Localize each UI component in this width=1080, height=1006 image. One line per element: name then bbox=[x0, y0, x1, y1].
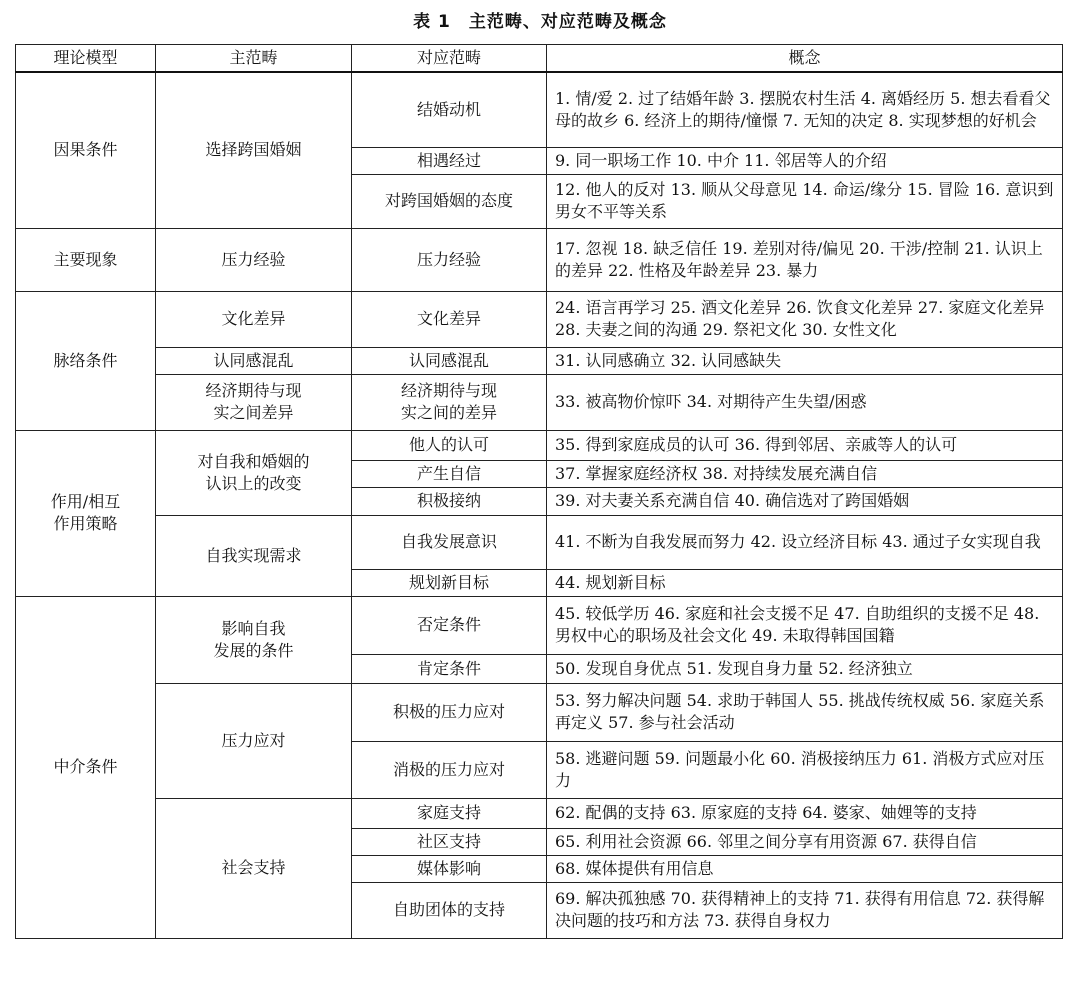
concept-cell: 37. 掌握家庭经济权 38. 对持续发展充满自信 bbox=[547, 460, 1063, 487]
sub-category-cell: 文化差异 bbox=[352, 291, 547, 347]
concept-cell: 53. 努力解决问题 54. 求助于韩国人 55. 挑战传统权威 56. 家庭关系再定义 57. 参与社会活动 bbox=[547, 683, 1063, 741]
table-row bbox=[16, 291, 1063, 347]
concept-cell: 50. 发现自身优点 51. 发现自身力量 52. 经济独立 bbox=[547, 654, 1063, 683]
sub-category-cell: 媒体影响 bbox=[352, 855, 547, 882]
model-cell: 脉络条件 bbox=[16, 291, 156, 430]
sub-category-cell: 积极接纳 bbox=[352, 487, 547, 515]
sub-category-cell: 否定条件 bbox=[352, 596, 547, 654]
table-row bbox=[16, 596, 1063, 654]
model-cell: 作用/相互 作用策略 bbox=[16, 430, 156, 596]
concept-cell: 58. 逃避问题 59. 问题最小化 60. 消极接纳压力 61. 消极方式应对压力 bbox=[547, 741, 1063, 798]
sub-category-cell: 家庭支持 bbox=[352, 798, 547, 828]
concept-cell: 41. 不断为自我发展而努力 42. 设立经济目标 43. 通过子女实现自我 bbox=[547, 515, 1063, 569]
sub-category-cell: 消极的压力应对 bbox=[352, 741, 547, 798]
concept-cell: 65. 利用社会资源 66. 邻里之间分享有用资源 67. 获得自信 bbox=[547, 828, 1063, 855]
concept-cell: 31. 认同感确立 32. 认同感缺失 bbox=[547, 347, 1063, 374]
sub-category-cell: 肯定条件 bbox=[352, 654, 547, 683]
header-model: 理论模型 bbox=[16, 45, 156, 73]
concept-cell: 44. 规划新目标 bbox=[547, 569, 1063, 596]
sub-category-cell: 自我发展意识 bbox=[352, 515, 547, 569]
main-category-cell: 文化差异 bbox=[156, 291, 352, 347]
sub-category-cell: 经济期待与现 实之间的差异 bbox=[352, 374, 547, 430]
sub-category-cell: 结婚动机 bbox=[352, 72, 547, 147]
model-cell: 因果条件 bbox=[16, 72, 156, 228]
table-row bbox=[16, 347, 1063, 374]
concept-cell: 12. 他人的反对 13. 顺从父母意见 14. 命运/缘分 15. 冒险 16. 意识到男女不平等关系 bbox=[547, 174, 1063, 228]
header-main-category: 主范畴 bbox=[156, 45, 352, 73]
concept-cell: 1. 情/爱 2. 过了结婚年龄 3. 摆脱农村生活 4. 离婚经历 5. 想去看看父母的故乡 6. 经济上的期待/憧憬 7. 无知的决定 8. 实现梦想的好机会 bbox=[547, 72, 1063, 147]
concept-cell: 39. 对夫妻关系充满自信 40. 确信选对了跨国婚姻 bbox=[547, 487, 1063, 515]
sub-category-cell: 他人的认可 bbox=[352, 430, 547, 460]
main-category-cell: 压力经验 bbox=[156, 228, 352, 291]
main-category-cell: 对自我和婚姻的 认识上的改变 bbox=[156, 430, 352, 515]
sub-category-cell: 产生自信 bbox=[352, 460, 547, 487]
main-category-cell: 经济期待与现 实之间差异 bbox=[156, 374, 352, 430]
table-row bbox=[16, 683, 1063, 741]
main-category-cell: 影响自我 发展的条件 bbox=[156, 596, 352, 683]
concept-cell: 45. 较低学历 46. 家庭和社会支援不足 47. 自助组织的支援不足 48. 男权中心的职场及社会文化 49. 未取得韩国国籍 bbox=[547, 596, 1063, 654]
concept-cell: 62. 配偶的支持 63. 原家庭的支持 64. 婆家、妯娌等的支持 bbox=[547, 798, 1063, 828]
concepts-table bbox=[15, 44, 1063, 939]
model-cell: 中介条件 bbox=[16, 596, 156, 938]
model-cell: 主要现象 bbox=[16, 228, 156, 291]
header-sub-category: 对应范畴 bbox=[352, 45, 547, 73]
sub-category-cell: 社区支持 bbox=[352, 828, 547, 855]
main-category-cell: 压力应对 bbox=[156, 683, 352, 798]
concept-cell: 33. 被高物价惊吓 34. 对期待产生失望/困惑 bbox=[547, 374, 1063, 430]
concept-cell: 9. 同一职场工作 10. 中介 11. 邻居等人的介绍 bbox=[547, 147, 1063, 174]
main-category-cell: 自我实现需求 bbox=[156, 515, 352, 596]
sub-category-cell: 压力经验 bbox=[352, 228, 547, 291]
table-row bbox=[16, 228, 1063, 291]
concept-cell: 17. 忽视 18. 缺乏信任 19. 差别对待/偏见 20. 干涉/控制 21. 认识上的差异 22. 性格及年龄差异 23. 暴力 bbox=[547, 228, 1063, 291]
table-row bbox=[16, 374, 1063, 430]
concept-cell: 68. 媒体提供有用信息 bbox=[547, 855, 1063, 882]
table-caption: 表 1 主范畴、对应范畴及概念 bbox=[413, 12, 667, 32]
table-row bbox=[16, 72, 1063, 147]
header-row bbox=[16, 45, 1063, 73]
table-row bbox=[16, 515, 1063, 569]
concept-cell: 24. 语言再学习 25. 酒文化差异 26. 饮食文化差异 27. 家庭文化差异 28. 夫妻之间的沟通 29. 祭祀文化 30. 女性文化 bbox=[547, 291, 1063, 347]
sub-category-cell: 积极的压力应对 bbox=[352, 683, 547, 741]
concept-cell: 69. 解决孤独感 70. 获得精神上的支持 71. 获得有用信息 72. 获得解决问题的技巧和方法 73. 获得自身权力 bbox=[547, 882, 1063, 938]
main-category-cell: 选择跨国婚姻 bbox=[156, 72, 352, 228]
header-concept: 概念 bbox=[547, 45, 1063, 73]
sub-category-cell: 自助团体的支持 bbox=[352, 882, 547, 938]
sub-category-cell: 相遇经过 bbox=[352, 147, 547, 174]
concept-cell: 35. 得到家庭成员的认可 36. 得到邻居、亲戚等人的认可 bbox=[547, 430, 1063, 460]
table-row bbox=[16, 798, 1063, 828]
main-category-cell: 社会支持 bbox=[156, 798, 352, 938]
table-row bbox=[16, 430, 1063, 460]
sub-category-cell: 规划新目标 bbox=[352, 569, 547, 596]
main-category-cell: 认同感混乱 bbox=[156, 347, 352, 374]
sub-category-cell: 认同感混乱 bbox=[352, 347, 547, 374]
sub-category-cell: 对跨国婚姻的态度 bbox=[352, 174, 547, 228]
